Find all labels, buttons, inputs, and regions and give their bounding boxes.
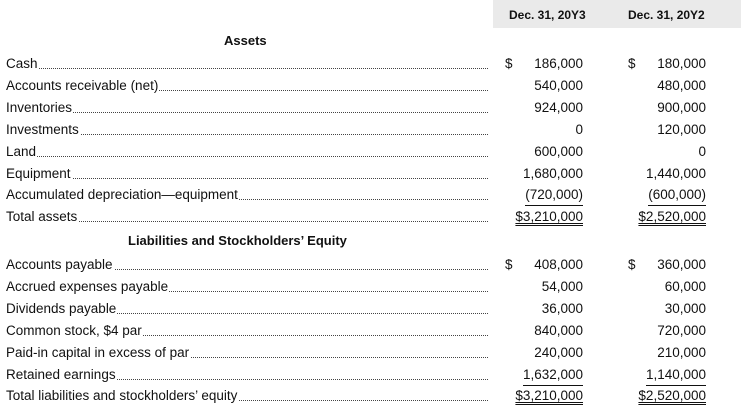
row-label: Paid-in capital in excess of par bbox=[6, 345, 190, 360]
row-label: Dividends payable bbox=[6, 301, 117, 316]
value-20y3: (720,000) bbox=[525, 184, 583, 206]
table-row-accumulated-depreciation bbox=[0, 184, 741, 205]
value-20y2: 1,440,000 bbox=[645, 166, 706, 181]
value-20y2: 360,000 bbox=[657, 257, 706, 272]
value-20y2: 0 bbox=[698, 144, 706, 159]
value-20y2: 720,000 bbox=[657, 323, 706, 338]
value-20y3: 0 bbox=[575, 122, 583, 137]
table-row-inventories bbox=[0, 97, 741, 118]
value-20y2: 900,000 bbox=[657, 100, 706, 115]
table-row-retained-earnings bbox=[0, 364, 741, 385]
table-row-accounts-receivable bbox=[0, 75, 741, 96]
row-label: Accounts receivable (net) bbox=[6, 78, 159, 93]
value-20y3: 54,000 bbox=[541, 279, 583, 294]
value-20y2: 480,000 bbox=[657, 78, 706, 93]
value-20y2: 120,000 bbox=[657, 122, 706, 137]
row-label: Total liabilities and stockholders’ equity bbox=[6, 388, 238, 403]
value-20y3: 924,000 bbox=[534, 100, 583, 115]
table-row-land bbox=[0, 141, 741, 162]
table-row-equipment bbox=[0, 163, 741, 184]
row-label: Accumulated depreciation—equipment bbox=[6, 187, 238, 202]
section-heading-assets: Assets bbox=[224, 33, 267, 48]
section-heading-liabilities-equity: Liabilities and Stockholders’ Equity bbox=[128, 233, 347, 248]
dollar-sign: $ bbox=[628, 56, 636, 71]
table-row-total-liabilities-equity bbox=[0, 385, 741, 406]
value-20y3: 1,632,000 bbox=[523, 364, 583, 386]
value-20y3: $3,210,000 bbox=[515, 388, 583, 403]
row-label: Accounts payable bbox=[6, 257, 113, 272]
value-20y3: 1,680,000 bbox=[522, 166, 583, 181]
column-header-20y3: Dec. 31, 20Y3 bbox=[509, 8, 586, 22]
table-row-total-assets bbox=[0, 206, 741, 227]
value-20y3: 36,000 bbox=[541, 301, 583, 316]
row-label: Cash bbox=[6, 56, 38, 71]
value-20y3: 240,000 bbox=[534, 345, 583, 360]
dollar-sign: $ bbox=[505, 56, 513, 71]
value-20y2: 180,000 bbox=[657, 56, 706, 71]
value-20y2: 30,000 bbox=[664, 301, 706, 316]
value-20y2: 1,140,000 bbox=[646, 364, 706, 386]
row-label: Common stock, $4 par bbox=[6, 323, 142, 338]
value-20y2: 210,000 bbox=[657, 345, 706, 360]
value-20y2: $2,520,000 bbox=[638, 388, 706, 403]
value-20y3: 540,000 bbox=[534, 78, 583, 93]
dollar-sign: $ bbox=[505, 257, 513, 272]
row-label: Total assets bbox=[6, 209, 78, 224]
table-row-investments bbox=[0, 119, 741, 140]
value-20y2: (600,000) bbox=[648, 184, 706, 206]
row-label: Equipment bbox=[6, 166, 71, 181]
row-label: Accrued expenses payable bbox=[6, 279, 169, 294]
row-label: Inventories bbox=[6, 100, 73, 115]
table-row-accounts-payable bbox=[0, 254, 741, 275]
row-label: Land bbox=[6, 144, 37, 159]
row-label: Retained earnings bbox=[6, 367, 116, 382]
table-row-dividends-payable bbox=[0, 298, 741, 319]
value-20y3: 186,000 bbox=[534, 56, 583, 71]
value-20y3: 840,000 bbox=[534, 323, 583, 338]
value-20y2: $2,520,000 bbox=[638, 209, 706, 224]
row-label: Investments bbox=[6, 122, 79, 137]
table-row-accrued-expenses bbox=[0, 276, 741, 297]
value-20y3: $3,210,000 bbox=[515, 209, 583, 224]
value-20y3: 600,000 bbox=[534, 144, 583, 159]
table-row-common-stock bbox=[0, 320, 741, 341]
column-header-20y2: Dec. 31, 20Y2 bbox=[628, 8, 705, 22]
table-row-cash bbox=[0, 53, 741, 74]
value-20y3: 408,000 bbox=[534, 257, 583, 272]
table-row-paid-in-capital bbox=[0, 342, 741, 363]
dollar-sign: $ bbox=[628, 257, 636, 272]
value-20y2: 60,000 bbox=[664, 279, 706, 294]
